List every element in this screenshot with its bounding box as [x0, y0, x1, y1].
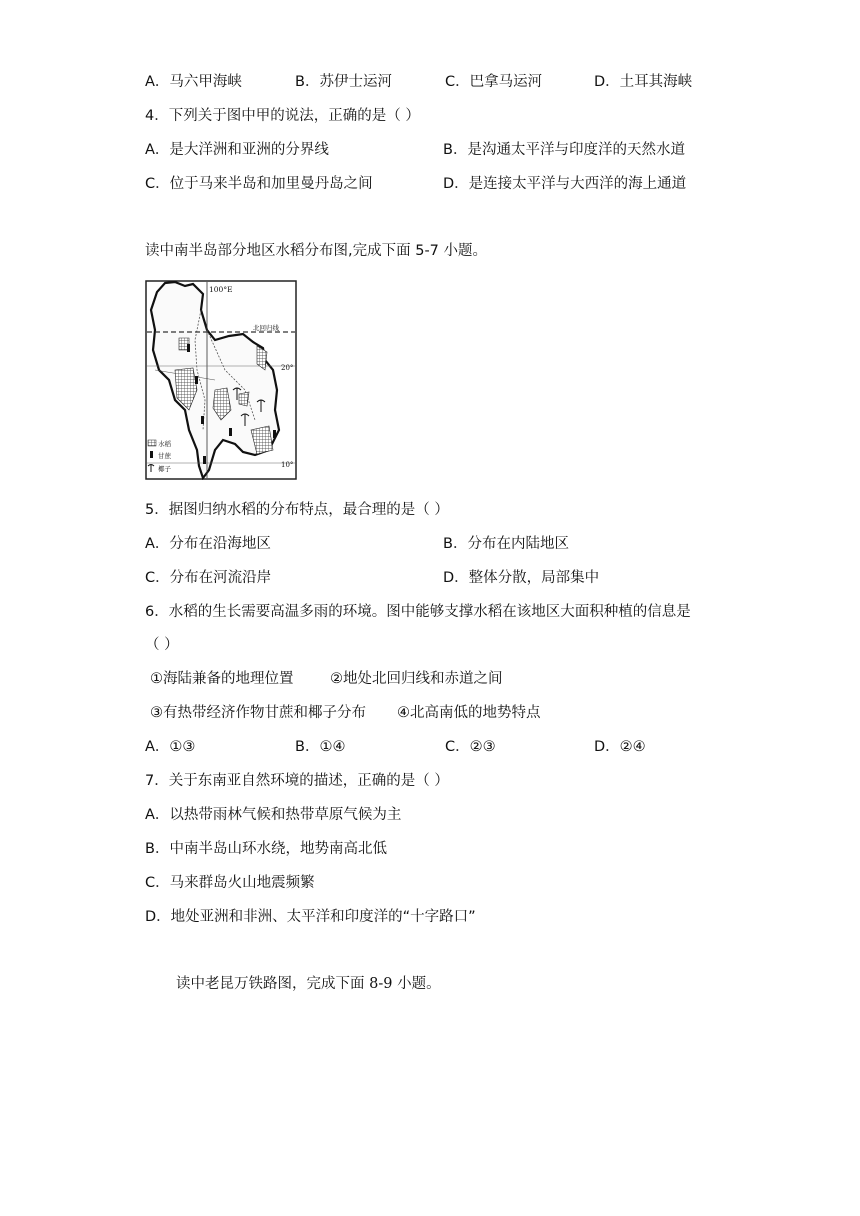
q5-option-a: A．分布在沿海地区 [145, 536, 271, 552]
q4-stem: 4．下列关于图中甲的说法，正确的是（ ） [145, 108, 420, 124]
q6-option-b: B．①④ [295, 739, 346, 755]
latitude-20-label: 20° [281, 364, 294, 372]
q3-option-c: C．巴拿马运河 [445, 74, 543, 90]
q6-statement-1: ①海陆兼备的地理位置 [150, 671, 294, 687]
q7-stem: 7．关于东南亚自然环境的描述，正确的是（ ） [145, 773, 449, 789]
q4-option-b: B．是沟通太平洋与印度洋的天然水道 [443, 142, 685, 158]
q7-option-b: B．中南半岛山环水绕，地势南高北低 [145, 841, 387, 857]
legend-sugarcane: 甘蔗 [158, 452, 171, 460]
q6-stem: 6．水稻的生长需要高温多雨的环境。图中能够支撑水稻在该地区大面积种植的信息是 [145, 604, 691, 620]
q5-option-d: D．整体分散，局部集中 [443, 570, 600, 586]
q6-option-d: D．②④ [594, 739, 646, 755]
longitude-label: 100°E [209, 285, 233, 294]
q5-option-c: C．分布在河流沿岸 [145, 570, 272, 586]
q6-option-c: C．②③ [445, 739, 496, 755]
q3-option-b: B．苏伊士运河 [295, 74, 392, 90]
latitude-10-label: 10° [281, 461, 294, 469]
q7-option-c: C．马来群岛火山地震频繁 [145, 875, 315, 891]
q4-option-c: C．位于马来半岛和加里曼丹岛之间 [145, 176, 373, 192]
q6-statement-3: ③有热带经济作物甘蔗和椰子分布 [150, 705, 366, 721]
q4-option-d: D．是连接太平洋与大西洋的海上通道 [443, 176, 687, 192]
q6-stem-continuation: （ ） [145, 637, 179, 653]
tropic-label: 北回归线 [253, 324, 279, 332]
q5-option-b: B．分布在内陆地区 [443, 536, 569, 552]
q3-option-a: A．马六甲海峡 [145, 74, 242, 90]
rice-distribution-map [145, 280, 297, 480]
q6-statement-2: ②地处北回归线和赤道之间 [330, 671, 503, 687]
q7-option-a: A．以热带雨林气候和热带草原气候为主 [145, 807, 402, 823]
legend-rice: 水稻 [158, 440, 171, 448]
legend-coconut: 椰子 [158, 465, 171, 473]
q6-option-a: A．①③ [145, 739, 196, 755]
q6-statement-4: ④北高南低的地势特点 [397, 705, 541, 721]
q5-stem: 5．据图归纳水稻的分布特点，最合理的是（ ） [145, 502, 449, 518]
q7-option-d: D．地处亚洲和非洲、太平洋和印度洋的“十字路口” [145, 909, 476, 925]
q3-option-d: D．土耳其海峡 [594, 74, 693, 90]
q4-option-a: A．是大洋洲和亚洲的分界线 [145, 142, 329, 158]
intro-questions-5-7: 读中南半岛部分地区水稻分布图,完成下面 5-7 小题。 [145, 243, 488, 259]
intro-questions-8-9: 读中老昆万铁路图，完成下面 8-9 小题。 [176, 976, 441, 992]
